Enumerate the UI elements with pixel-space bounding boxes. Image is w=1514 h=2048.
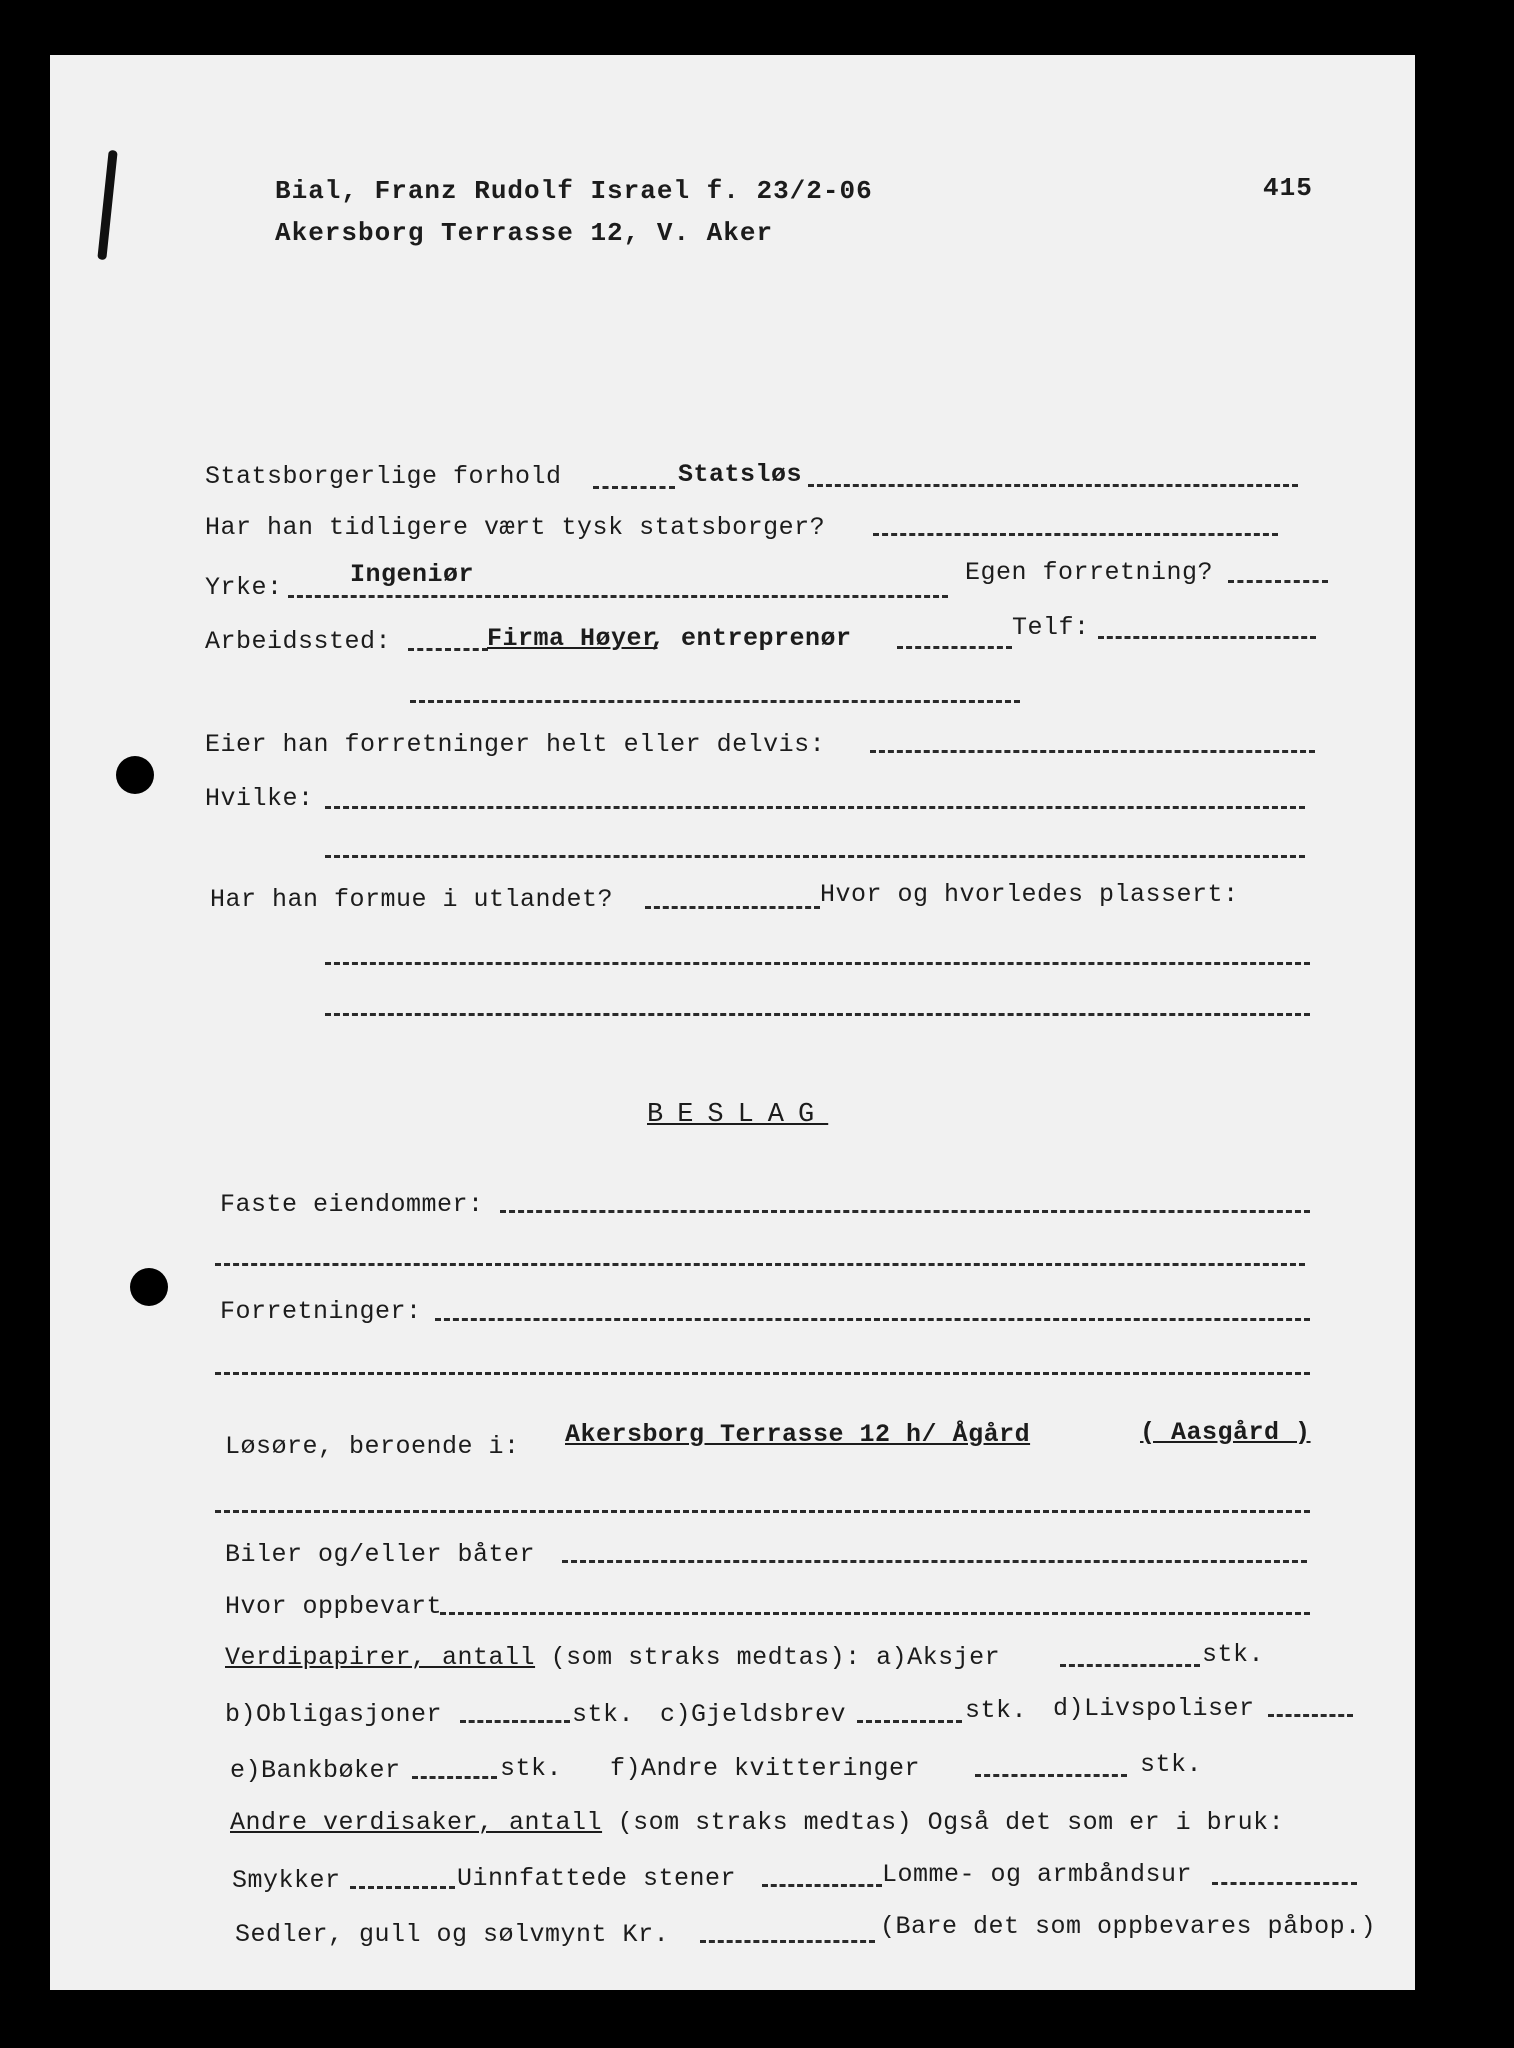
- fill-line: [325, 806, 1305, 809]
- beslag-heading: BESLAG: [647, 1100, 829, 1130]
- andre-verdisaker-label: Andre verdisaker, antall: [230, 1808, 603, 1837]
- andre-verdisaker-rest: (som straks medtas) Også det som er i bruk:: [602, 1808, 1285, 1837]
- fill-line: [762, 1884, 882, 1887]
- statsborger-label: Statsborgerlige forhold: [205, 462, 562, 491]
- fill-line: [408, 648, 488, 651]
- telf-label: Telf:: [1012, 613, 1090, 642]
- fill-line: [215, 1263, 1305, 1266]
- fill-line: [215, 1372, 1310, 1375]
- page-number: 415: [1263, 173, 1313, 203]
- fill-line: [440, 1612, 1310, 1615]
- fill-line: [325, 962, 1310, 965]
- kvitteringer-stk: stk.: [1140, 1750, 1203, 1779]
- sedler-label: Sedler, gull og sølvmynt Kr.: [235, 1920, 670, 1949]
- losore-label: Løsøre, beroende i:: [225, 1432, 520, 1461]
- hvor-plassert-label: Hvor og hvorledes plassert:: [820, 880, 1239, 909]
- losore-value-2: ( Aasgård ): [1140, 1418, 1311, 1447]
- formue-label: Har han formue i utlandet?: [210, 885, 614, 914]
- arbeidssted-label: Arbeidssted:: [205, 627, 392, 656]
- fill-line: [870, 750, 1315, 753]
- fill-line: [1228, 580, 1328, 583]
- fill-line: [808, 484, 1298, 487]
- faste-eiendommer-label: Faste eiendommer:: [220, 1190, 484, 1219]
- fill-line: [1212, 1882, 1357, 1885]
- fill-line: [500, 1210, 1310, 1213]
- fill-line: [975, 1774, 1127, 1777]
- losore-value: Akersborg Terrasse 12 h/ Ågård: [565, 1420, 1031, 1449]
- forretninger-label: Forretninger:: [220, 1297, 422, 1326]
- fill-line: [645, 906, 820, 909]
- andre-kvitteringer-label: f)Andre kvitteringer: [610, 1754, 921, 1783]
- verdipapirer-rest: (som straks medtas): a)Aksjer: [535, 1643, 1001, 1672]
- gjeldsbrev-stk: stk.: [965, 1696, 1028, 1725]
- smykker-label: Smykker: [232, 1866, 341, 1895]
- yrke-label: Yrke:: [205, 573, 283, 602]
- egen-forretning-label: Egen forretning?: [965, 558, 1214, 587]
- statsborger-value: Statsløs: [678, 460, 803, 489]
- gjeldsbrev-label: c)Gjeldsbrev: [660, 1700, 847, 1729]
- fill-line: [700, 1940, 875, 1943]
- fill-line: [593, 486, 675, 489]
- address-line: Akersborg Terrasse 12, V. Aker: [275, 218, 774, 248]
- lomme-label: Lomme- og armbåndsur: [882, 1860, 1193, 1889]
- punch-hole-bottom: [130, 1268, 168, 1306]
- fill-line: [435, 1318, 1310, 1321]
- aksjer-stk: stk.: [1202, 1640, 1265, 1669]
- fill-line: [562, 1560, 1307, 1563]
- yrke-value: Ingeniør: [350, 560, 475, 589]
- punch-hole-top: [116, 756, 154, 794]
- livspoliser-label: d)Livspoliser: [1053, 1694, 1255, 1723]
- arbeidssted-value-2: , entreprenør: [650, 624, 852, 653]
- verdipapirer-line: [225, 1643, 1000, 1672]
- fill-line: [873, 533, 1278, 536]
- fill-line: [410, 700, 1020, 703]
- obligasjoner-stk: stk.: [572, 1700, 635, 1729]
- verdipapirer-label: Verdipapirer, antall: [225, 1643, 536, 1672]
- fill-line: [857, 1720, 962, 1723]
- fill-line: [215, 1510, 1310, 1513]
- fill-line: [1268, 1714, 1353, 1717]
- biler-label: Biler og/eller båter: [225, 1540, 536, 1569]
- andre-verdisaker-line: [230, 1808, 1284, 1837]
- fill-line: [288, 595, 948, 598]
- fill-line: [460, 1720, 570, 1723]
- fill-line: [325, 855, 1305, 858]
- fill-line: [1060, 1664, 1200, 1667]
- fill-line: [412, 1776, 497, 1779]
- tysk-statsborger-label: Har han tidligere vært tysk statsborger?: [205, 513, 826, 542]
- arbeidssted-value: Firma Høyer: [487, 624, 658, 653]
- bankboker-stk: stk.: [500, 1754, 563, 1783]
- hvor-oppbevart-label: Hvor oppbevart: [225, 1592, 443, 1621]
- eier-label: Eier han forretninger helt eller delvis:: [205, 730, 826, 759]
- obligasjoner-label: b)Obligasjoner: [225, 1700, 443, 1729]
- bankboker-label: e)Bankbøker: [230, 1756, 401, 1785]
- fill-line: [1098, 636, 1316, 639]
- fill-line: [325, 1013, 1310, 1016]
- hvilke-label: Hvilke:: [205, 784, 314, 813]
- uinnfattede-label: Uinnfattede stener: [457, 1864, 737, 1893]
- fill-line: [350, 1886, 455, 1889]
- sedler-note: (Bare det som oppbevares påbop.): [880, 1912, 1377, 1941]
- fill-line: [897, 646, 1012, 649]
- person-name-line: Bial, Franz Rudolf Israel f. 23/2-06: [275, 176, 873, 206]
